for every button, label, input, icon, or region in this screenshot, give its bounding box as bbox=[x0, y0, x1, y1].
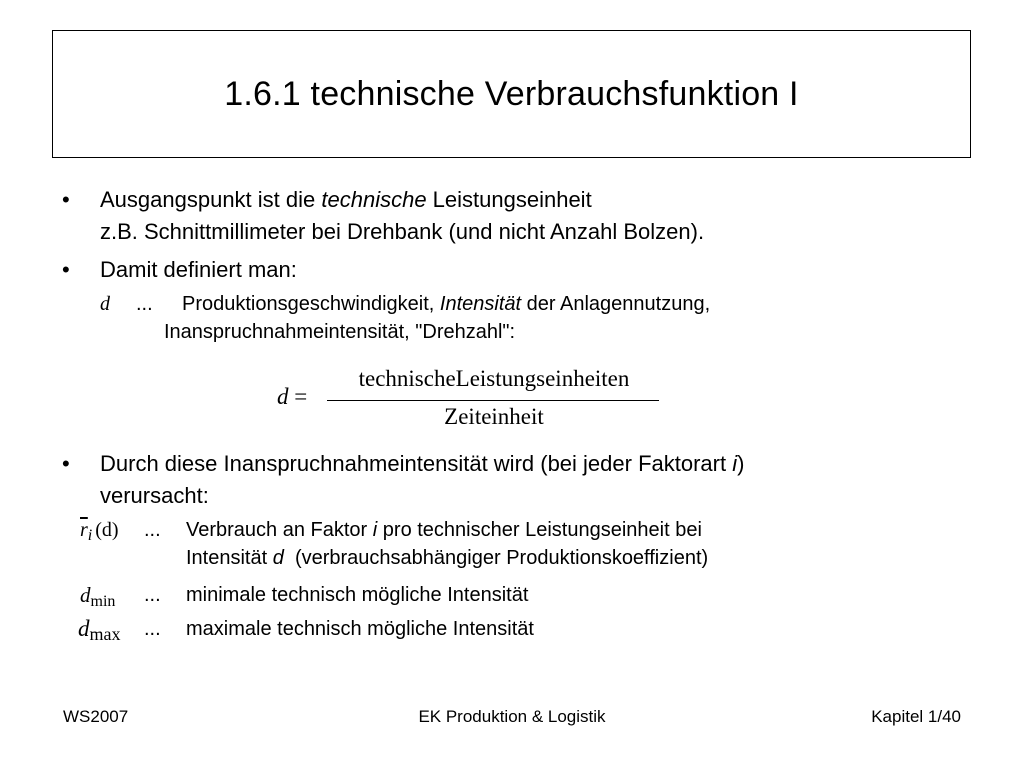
footer-course: EK Produktion & Logistik bbox=[418, 707, 606, 726]
bullet-continuation: verursacht: bbox=[100, 483, 209, 508]
bullet-dot-icon: • bbox=[62, 187, 70, 212]
formula-d bbox=[277, 366, 677, 436]
symbol-d-min: $d_{min}$ bbox=[80, 583, 116, 610]
ellipsis: ... bbox=[144, 618, 161, 640]
ellipsis: ... bbox=[144, 584, 161, 606]
bullet-text: Damit definiert man: bbox=[100, 257, 297, 282]
footer-page: Kapitel 1/40 bbox=[871, 707, 961, 726]
definition-text: Verbrauch an Faktor i pro technischer Leistungseinheit bei bbox=[186, 519, 702, 541]
emphasis-intensitaet: Intensität bbox=[439, 293, 522, 315]
emphasis-technische: technische bbox=[321, 187, 427, 212]
formula-numerator: technischeLeistungseinheiten bbox=[358, 366, 630, 391]
formula-lhs: d = bbox=[277, 384, 308, 409]
slide-title: 1.6.1 technische Verbrauchsfunktion I bbox=[224, 74, 799, 113]
bullet-text: Ausgangspunkt ist die technische Leistungseinheit bbox=[100, 187, 592, 212]
bullet-dot-icon: • bbox=[62, 451, 70, 476]
definition-text: Produktionsgeschwindigkeit, Intensität der Anlagennutzung, bbox=[182, 293, 711, 315]
formula-denominator: Zeiteinheit bbox=[444, 404, 544, 429]
ellipsis: ... bbox=[144, 519, 161, 541]
footer-semester: WS2007 bbox=[63, 707, 129, 726]
symbol-d: d bbox=[100, 293, 110, 315]
fraction-bar bbox=[327, 400, 659, 401]
symbol-r-i: $\overline{r}_i$ (d) bbox=[80, 519, 119, 544]
bullet-text: Durch diese Inanspruchnahmeintensität wird (bei jeder Faktorart i) bbox=[100, 451, 745, 476]
symbol-d-max: dmax bbox=[78, 616, 121, 644]
bullet-continuation: z.B. Schnittmillimeter bei Drehbank (und nicht Anzahl Bolzen). bbox=[100, 219, 705, 244]
ellipsis: ... bbox=[136, 293, 153, 315]
bullet-dot-icon: • bbox=[62, 257, 70, 282]
definition-continuation: Inanspruchnahmeintensität, "Drehzahl": bbox=[164, 321, 516, 343]
definition-text: maximale technisch mögliche Intensität bbox=[186, 618, 534, 640]
definition-continuation: Intensität d (verbrauchsabhängiger Produktionskoeffizient) bbox=[186, 547, 709, 569]
title-box bbox=[52, 30, 971, 158]
definition-text: minimale technisch mögliche Intensität bbox=[186, 584, 529, 606]
emphasis-i: i bbox=[732, 451, 738, 476]
